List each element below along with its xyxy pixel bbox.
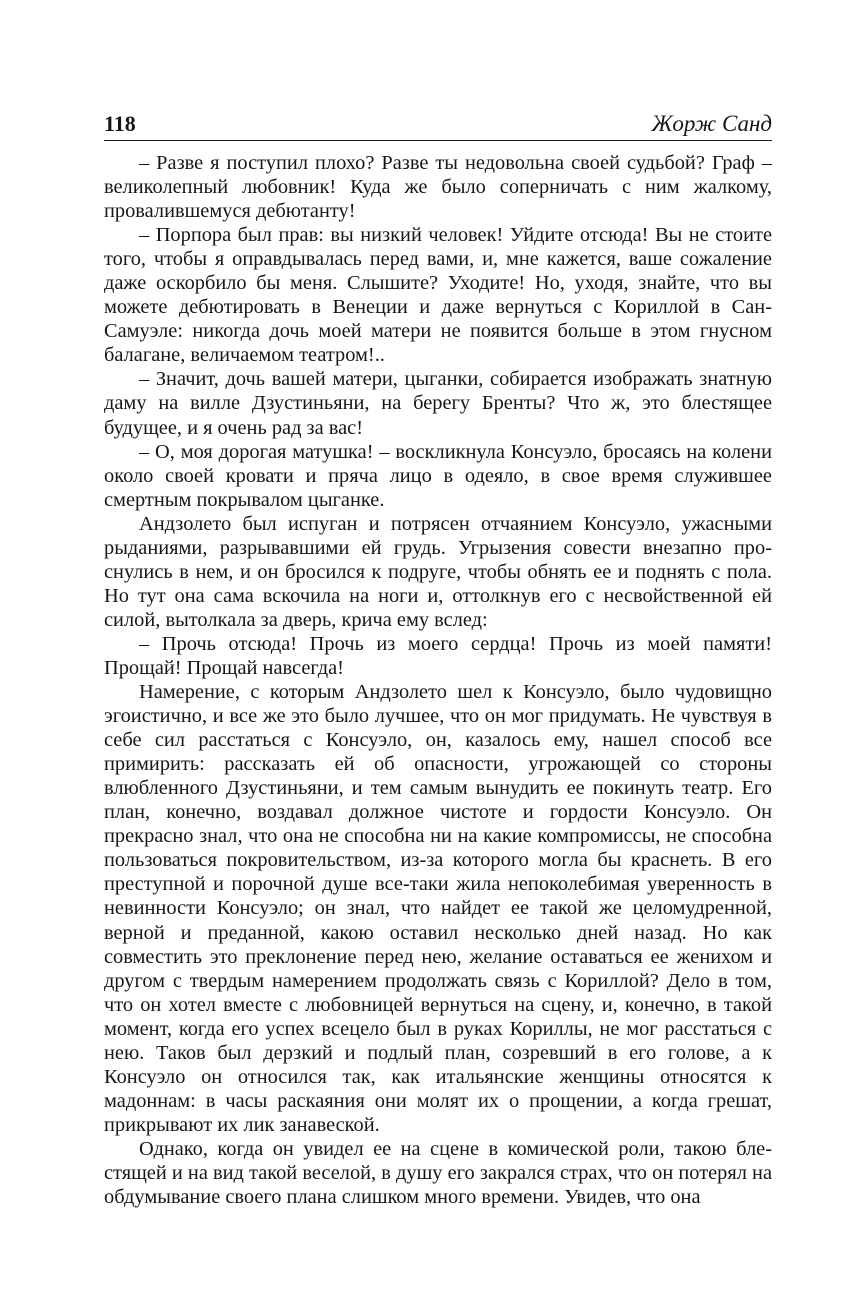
page-header — [104, 106, 772, 141]
book-page — [104, 106, 772, 1209]
paragraph: Однако, когда он увидел ее на сцене в комической роли, такою блестящей и на вид такой веселой, в душу его закрался страх, что он потерял на обдумывание своего плана слишком много времени. Увидев, что она — [104, 1137, 772, 1209]
paragraph: – О, моя дорогая матушка! – воскликнула Консуэло, бросаясь на колени около своей кровати и пряча лицо в одеяло, в свое время служившее смертным покрывалом цыганке. — [104, 440, 772, 511]
paragraph: – Прочь отсюда! Прочь из моего сердца! Прочь из моей памяти! Прощай! Прощай навсегда! — [104, 632, 772, 679]
paragraph: Намерение, с которым Андзолето шел к Консуэло, было чудовищно эгоистично, и все же это было лучшее, что он мог придумать. Не чувствуя в себе сил расстаться с Консуэло, он, казалось ему, нашел способ все примирить: рассказать ей об опасности, угрожающей со стороны влюбленного Дзустиньяни, и тем самым вынудить ее покинуть театр. Его план, конечно, воздавал должное чистоте и гордости Консуэло. Он прекрасно знал, что она не способна ни на какие компромиссы, не способна пользоваться покровительством, из-за которого могла бы краснеть. В его преступной и порочной душе все-таки жила непоколебимая уверенность в невинности Консуэло; он знал, что найдет ее такой же целомудренной, верной и преданной, какою оставил несколько дней назад. Но как совместить это преклонение перед нею, желание оставаться ее женихом и другом с твердым намерением продолжать связь с Кориллой? Дело в том, что он хотел вместе с любовницей вернуться на сцену, и, конечно, в такой момент, когда его успех всецело был в руках Кориллы, не мог расстаться с нею. Таков был дерзкий и подлый план, созревший в его голове, а к Консуэло он относился так, как итальянские женщины относятся к мадоннам: в часы раскаяния они молят их о прощении, а когда грешат, прикрывают их лик занавеской. — [104, 681, 772, 1136]
paragraph: – Порпора был прав: вы низкий человек! Уйдите отсюда! Вы не стоите того, чтобы я оправдывалась перед вами, и, мне кажется, ваше сожаление даже оскорбило бы меня. Слышите? Уходите! Но, уходя, знайте, что вы можете дебютировать в Венеции и даже вернуться с Кориллой в Сан-Самуэле: никогда дочь моей матери не появится больше в этом гнусном балагане, величаемом театром!.. — [104, 224, 772, 367]
body-text — [104, 151, 772, 1209]
paragraph: Андзолето был испуган и потрясен отчаянием Консуэло, ужасными рыданиями, разрывавшими ей грудь. Угрызения совести внезапно проснулись в нем, и он бросился к подруге, чтобы обнять ее и поднять с пола. Но тут она сама вскочила на ноги и, оттолкнув его с несвойственной ей силой, вытолкала за дверь, крича ему вслед: — [104, 512, 772, 631]
running-title: Жорж Санд — [651, 111, 772, 136]
paragraph: – Разве я поступил плохо? Разве ты недовольна своей судьбой? Граф – великолепный любовник! Куда же было соперничать с ним жалкому, провалившемуся дебютанту! — [104, 152, 772, 223]
page-number: 118 — [104, 111, 136, 136]
paragraph: – Значит, дочь вашей матери, цыганки, собирается изображать знатную даму на вилле Дзустиньяни, на берегу Бренты? Что ж, это блестящее будущее, и я очень рад за вас! — [104, 368, 772, 439]
